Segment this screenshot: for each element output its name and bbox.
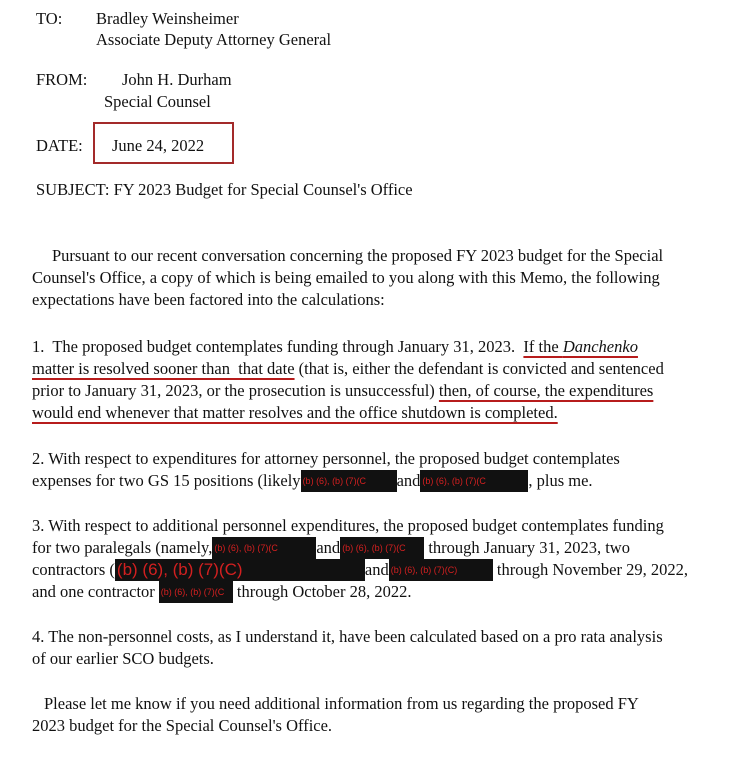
item1-line-2 (32, 358, 732, 380)
date-value: June 24, 2022 (112, 136, 205, 155)
item1-underline-b: matter is resolved sooner than that date (32, 359, 295, 378)
intro-line-2: Counsel's Office, a copy of which is being emailed to you along with this Memo, the following (32, 268, 660, 287)
item2-text-b: and (396, 471, 421, 490)
item2-text-c: , plus me. (528, 471, 593, 490)
item1-text-b: If the (523, 337, 563, 356)
from-title: Special Counsel (104, 92, 211, 111)
item3-line-1: 3. With respect to additional personnel expenditures, the proposed budget contemplates funding (32, 516, 664, 535)
item3-text-b: and (316, 538, 341, 557)
redaction-box: (b) (6), (b) (7)(C (301, 470, 397, 492)
item2-line-1: 2. With respect to expenditures for attorney personnel, the proposed budget contemplates (32, 449, 620, 468)
item3-text-e: and (364, 560, 389, 579)
date-label: DATE: (36, 136, 83, 155)
subject-line: SUBJECT: FY 2023 Budget for Special Counsel's Office (36, 180, 413, 199)
to-label: TO: (36, 9, 63, 28)
closing-line-1: Please let me know if you need additional information from us regarding the proposed FY (44, 694, 639, 713)
item4-line-2: of our earlier SCO budgets. (32, 649, 214, 668)
redaction-box: (b) (6), (b) (7)(C) (389, 559, 493, 581)
item1-underline-a (523, 337, 638, 356)
intro-line-3: expectations have been factored into the calculations: (32, 290, 385, 309)
item3-line-4 (32, 581, 732, 603)
item3-text-g: and one contractor (32, 582, 155, 601)
item-3 (32, 515, 732, 603)
item3-line-3 (32, 559, 732, 581)
from-label: FROM: (36, 70, 88, 89)
item1-line-1 (32, 336, 732, 358)
item3-line-2 (32, 537, 732, 559)
item1-case-name: Danchenko (562, 337, 638, 356)
item3-text-a: for two paralegals (namely, (32, 538, 213, 557)
item2-text-a: expenses for two GS 15 positions (likely (32, 471, 301, 490)
item1-text-d: prior to January 31, 2023, or the prosecution is unsuccessful) (32, 381, 439, 400)
item3-text-c: through January 31, 2023, two (424, 538, 630, 557)
redaction-box: (b) (6), (b) (7)(C (212, 537, 316, 559)
redaction-box: (b) (6), (b) (7)(C) (115, 559, 365, 581)
item1-text-c: (that is, either the defendant is convicted and sentenced (294, 359, 664, 378)
item-4 (32, 626, 732, 670)
item-2 (32, 448, 732, 492)
intro-paragraph (32, 245, 732, 311)
item1-underline-c: then, of course, the expenditures (438, 381, 654, 400)
item1-line-4 (32, 402, 732, 424)
item1-underline-d: would end whenever that matter resolves and the office shutdown is completed. (32, 403, 558, 422)
item4-line-1: 4. The non-personnel costs, as I understand it, have been calculated based on a pro rata analysis (32, 627, 663, 646)
from-name: John H. Durham (122, 70, 232, 89)
to-title: Associate Deputy Attorney General (96, 30, 332, 49)
intro-line-1: Pursuant to our recent conversation concerning the proposed FY 2023 budget for the Special (52, 246, 664, 265)
redaction-box: (b) (6), (b) (7)(C (159, 581, 233, 603)
item-1 (32, 336, 732, 424)
redaction-box: (b) (6), (b) (7)(C (340, 537, 424, 559)
item1-line-3 (32, 380, 732, 402)
item1-text-a: 1. The proposed budget contemplates funding through January 31, 2023. (32, 337, 524, 356)
to-name: Bradley Weinsheimer (96, 9, 239, 28)
item3-text-f: through November 29, 2022, (492, 560, 688, 579)
item3-text-h: through October 28, 2022. (232, 582, 412, 601)
item3-text-d: contractors ( (32, 560, 115, 579)
item2-line-2 (32, 470, 732, 492)
closing-line-2: 2023 budget for the Special Counsel's Office. (32, 716, 333, 735)
redaction-box: (b) (6), (b) (7)(C (420, 470, 528, 492)
closing-paragraph (32, 693, 732, 737)
